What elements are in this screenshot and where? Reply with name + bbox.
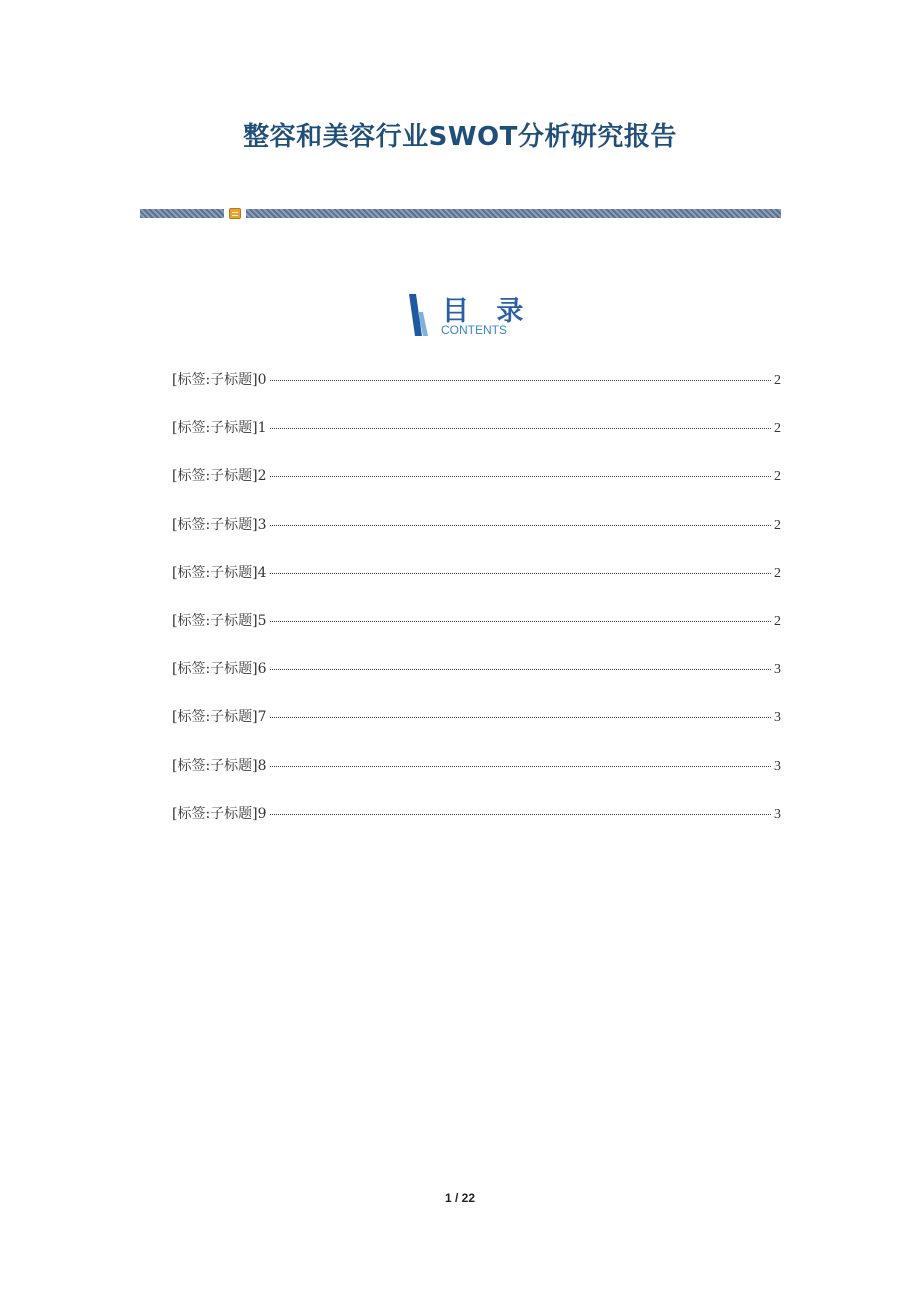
toc-entry[interactable] xyxy=(172,803,781,851)
toc-entry-page: 2 xyxy=(774,565,781,581)
toc-dot-leader xyxy=(270,428,771,429)
toc-entry-page: 3 xyxy=(774,662,781,678)
toc-entry[interactable] xyxy=(172,562,781,610)
toc-dot-leader xyxy=(270,814,771,815)
toc-subheading: CONTENTS xyxy=(441,323,507,337)
title-divider xyxy=(140,209,781,218)
toc-entry-label: [标签:子标题]7 xyxy=(172,709,267,726)
toc-entry[interactable] xyxy=(172,369,781,417)
toc-dot-leader xyxy=(270,573,771,574)
toc-entry-page: 3 xyxy=(774,710,781,726)
toc-entry[interactable] xyxy=(172,658,781,706)
toc-entry-page: 2 xyxy=(774,421,781,437)
divider-left-segment xyxy=(140,209,224,218)
toc-entry[interactable] xyxy=(172,706,781,754)
divider-right-segment xyxy=(246,209,781,218)
toc-dot-leader xyxy=(270,669,771,670)
toc-entry[interactable] xyxy=(172,610,781,658)
toc-entry[interactable] xyxy=(172,514,781,562)
toc-entry-label: [标签:子标题]3 xyxy=(172,516,267,533)
toc-dot-leader xyxy=(270,621,771,622)
toc-entry-page: 2 xyxy=(774,373,781,388)
toc-entry-page: 3 xyxy=(774,806,781,822)
book-icon xyxy=(229,208,241,219)
toc-entry-page: 3 xyxy=(774,758,781,774)
toc-entry-page: 2 xyxy=(774,517,781,533)
toc-dot-leader xyxy=(270,476,771,477)
toc-entry-label: [标签:子标题]4 xyxy=(172,564,267,581)
toc-dot-leader xyxy=(270,525,771,526)
toc-header xyxy=(406,292,533,340)
toc-entry-label: [标签:子标题]6 xyxy=(172,661,267,678)
toc-entry-page: 2 xyxy=(774,613,781,629)
toc-entry[interactable] xyxy=(172,755,781,803)
toc-dot-leader xyxy=(270,380,771,381)
toc-entry[interactable] xyxy=(172,417,781,465)
document-title: 整容和美容行业SWOT分析研究报告 xyxy=(243,122,677,152)
toc-dot-leader xyxy=(270,717,771,718)
toc-list xyxy=(172,369,781,851)
toc-entry-page: 2 xyxy=(774,469,781,485)
toc-entry[interactable] xyxy=(172,465,781,513)
toc-heading: 目 录 xyxy=(442,296,533,327)
toc-entry-label: [标签:子标题]0 xyxy=(172,372,267,388)
toc-entry-label: [标签:子标题]9 xyxy=(172,805,267,822)
page-number: 1 / 22 xyxy=(444,1191,476,1205)
toc-entry-label: [标签:子标题]5 xyxy=(172,612,267,629)
toc-entry-label: [标签:子标题]8 xyxy=(172,757,267,774)
toc-dot-leader xyxy=(270,766,771,767)
toc-entry-label: [标签:子标题]2 xyxy=(172,468,267,485)
toc-entry-label: [标签:子标题]1 xyxy=(172,420,267,437)
toc-logo-icon xyxy=(406,292,434,338)
